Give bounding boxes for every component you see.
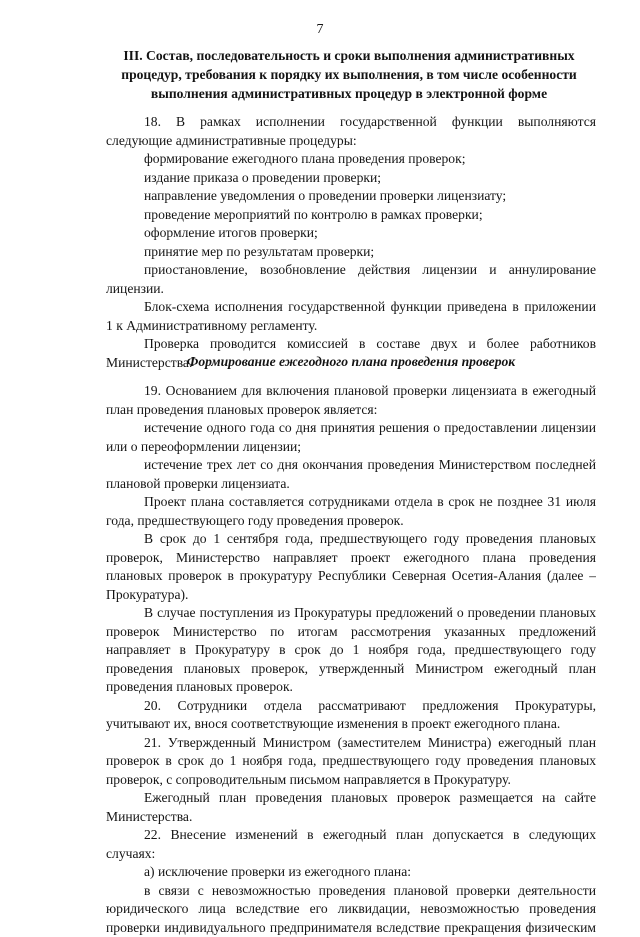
text-line: лицензии. — [106, 280, 596, 299]
text-line: года, предшествующего году проведения проверок. — [106, 512, 596, 531]
text-line: В случае поступления из Прокуратуры предложений о проведении плановых — [106, 604, 596, 623]
text-line: В срок до 1 сентября года, предшествующего году проведения плановых — [106, 530, 596, 549]
section-heading-line: процедур, требования к порядку их выполнения, в том числе особенности — [108, 65, 590, 84]
text-line: оформление итогов проверки; — [106, 224, 596, 243]
text-line: учитывают их, внося соответствующие изменения в проект ежегодного плана. — [106, 715, 596, 734]
text-line: Проект плана составляется сотрудниками отдела в срок не позднее 31 июля — [106, 493, 596, 512]
text-line: случаях: — [106, 845, 596, 864]
subsection-heading: Формирование ежегодного плана проведения проверок — [106, 354, 596, 370]
text-line: плановой проверки лицензиата. — [106, 475, 596, 494]
section-heading-line: выполнения административных процедур в электронной форме — [108, 84, 590, 103]
text-line: формирование ежегодного плана проведения проверок; — [106, 150, 596, 169]
text-line: 21. Утвержденный Министром (заместителем Министра) ежегодный план — [106, 734, 596, 753]
text-line: Ежегодный план проведения плановых проверок размещается на сайте — [106, 789, 596, 808]
text-line: плановых проверок в прокуратуру Республики Северная Осетия-Алания (далее – — [106, 567, 596, 586]
paragraph-block-19-22 — [106, 382, 596, 937]
text-line: 22. Внесение изменений в ежегодный план допускается в следующих — [106, 826, 596, 845]
text-line: проведения плановых проверок. — [106, 678, 596, 697]
text-line: направление уведомления о проведении проверки лицензиату; — [106, 187, 596, 206]
text-line: следующие административные процедуры: — [106, 132, 596, 151]
text-line: Проверка проводится комиссией в составе двух и более работников — [106, 335, 596, 354]
text-line: Министерства. — [106, 808, 596, 827]
text-line: истечение трех лет со дня окончания проведения Министерством последней — [106, 456, 596, 475]
text-line: 1 к Административному регламенту. — [106, 317, 596, 336]
text-line: проверок, с сопроводительным письмом направляется в Прокуратуру. — [106, 771, 596, 790]
text-line: 19. Основанием для включения плановой проверки лицензиата в ежегодный — [106, 382, 596, 401]
text-line: проверки индивидуального предпринимателя вследствие прекращения физическим — [106, 919, 596, 937]
text-line: план проведения плановых проверок является: — [106, 401, 596, 420]
text-line: или о переоформлении лицензии; — [106, 438, 596, 457]
text-line: Министерства. — [106, 354, 596, 373]
text-line: издание приказа о проведении проверки; — [106, 169, 596, 188]
text-line: проверок в срок до 1 ноября года, предшествующего году проведения плановых — [106, 752, 596, 771]
text-line: принятие мер по результатам проверки; — [106, 243, 596, 262]
text-line: проверок Министерство по итогам рассмотрения указанных предложений — [106, 623, 596, 642]
text-line: Блок-схема исполнения государственной функции приведена в приложении — [106, 298, 596, 317]
text-line: проведения плановых проверок, утвержденный Министром ежегодный план — [106, 660, 596, 679]
text-line: Прокуратура). — [106, 586, 596, 605]
text-line: 20. Сотрудники отдела рассматривают предложения Прокуратуры, — [106, 697, 596, 716]
text-line: 18. В рамках исполнении государственной функции выполняются — [106, 113, 596, 132]
paragraph-block-18 — [106, 113, 596, 372]
text-line: направляет в Прокуратуру в срок до 1 ноября года, предшествующего году — [106, 641, 596, 660]
text-line: истечение одного года со дня принятия решения о предоставлении лицензии — [106, 419, 596, 438]
text-line: проведение мероприятий по контролю в рамках проверки; — [106, 206, 596, 225]
text-line: приостановление, возобновление действия лицензии и аннулирование — [106, 261, 596, 280]
text-line: проверок, Министерство направляет проект ежегодного плана проведения — [106, 549, 596, 568]
section-heading — [108, 46, 590, 103]
text-line: юридического лица вследствие его ликвидации, невозможностью проведения — [106, 900, 596, 919]
text-line: а) исключение проверки из ежегодного плана: — [106, 863, 596, 882]
page-number: 7 — [0, 22, 640, 38]
text-line: в связи с невозможностью проведения плановой проверки деятельности — [106, 882, 596, 901]
section-heading-line: III. Состав, последовательность и сроки выполнения административных — [108, 46, 590, 65]
